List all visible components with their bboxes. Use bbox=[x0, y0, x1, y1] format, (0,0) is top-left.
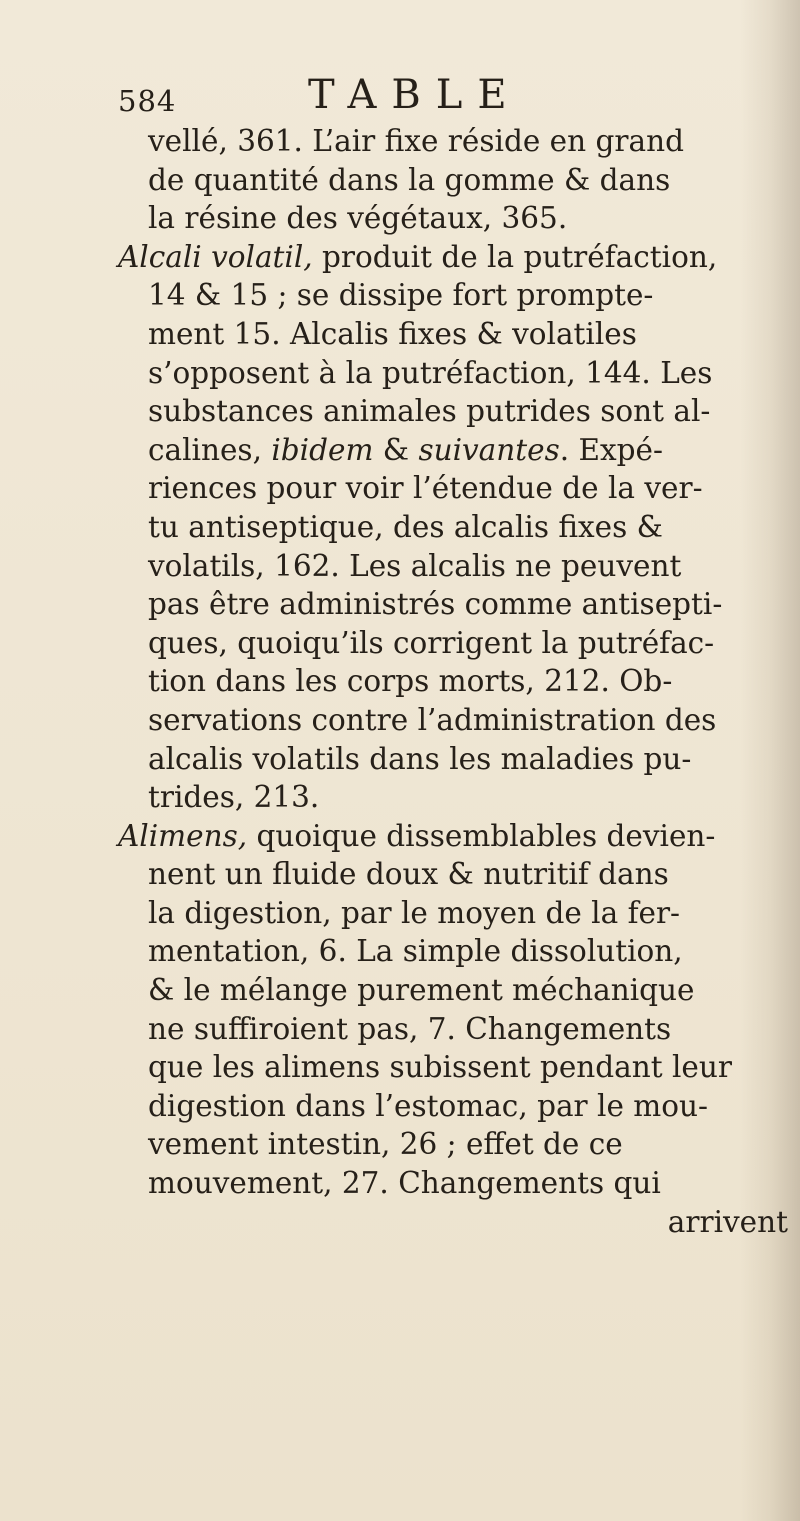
line-text: & le mélange purement méchanique bbox=[148, 973, 695, 1008]
index-text bbox=[118, 122, 798, 1241]
text-line bbox=[118, 392, 798, 431]
line-text: trides, 213. bbox=[148, 780, 320, 815]
text-line bbox=[118, 122, 798, 161]
text-line bbox=[118, 276, 798, 315]
line-text: volatils, 162. Les alcalis ne peuvent bbox=[148, 548, 682, 583]
page-number: 584 bbox=[118, 84, 177, 118]
line-text: que les alimens subissent pendant leur bbox=[148, 1050, 732, 1085]
entry-headword: Alcali volatil, bbox=[118, 239, 313, 274]
text-line bbox=[118, 1087, 798, 1126]
line-text: vement intestin, 26 ; effet de ce bbox=[148, 1127, 623, 1162]
line-text: mouvement, 27. Changements qui bbox=[148, 1166, 661, 1201]
index-entry-alcali-volatil bbox=[118, 238, 798, 277]
text-line bbox=[118, 778, 798, 817]
text-line bbox=[118, 547, 798, 586]
text-line bbox=[118, 469, 798, 508]
catchword bbox=[118, 1203, 798, 1242]
entry-headword: Alimens, bbox=[118, 818, 248, 853]
line-text: ment 15. Alcalis fixes & volatiles bbox=[148, 316, 637, 351]
line-text: la résine des végétaux, 365. bbox=[148, 201, 568, 236]
text-line bbox=[118, 1125, 798, 1164]
line-text: servations contre l’administration des bbox=[148, 702, 717, 737]
line-text: tion dans les corps morts, 212. Ob- bbox=[148, 664, 673, 699]
entry-line-alimens: Alimens, quoique dissemblables devien- bbox=[118, 818, 716, 853]
text-line bbox=[118, 740, 798, 779]
running-title: TABLE bbox=[308, 72, 522, 118]
line-text: de quantité dans la gomme & dans bbox=[148, 162, 671, 197]
text-line bbox=[118, 1010, 798, 1049]
text-line bbox=[118, 315, 798, 354]
line-text: mentation, 6. La simple dissolution, bbox=[148, 934, 683, 969]
text-line bbox=[118, 624, 798, 663]
text-line bbox=[118, 855, 798, 894]
line-text: ques, quoiqu’ils corrigent la putréfac- bbox=[148, 625, 715, 660]
line-text: digestion dans l’estomac, par le mou- bbox=[148, 1088, 708, 1123]
entry-line-alcali: Alcali volatil, produit de la putréfaction, bbox=[118, 239, 718, 274]
text-line bbox=[118, 354, 798, 393]
line-text: tu antiseptique, des alcalis fixes & bbox=[148, 509, 663, 544]
text-line bbox=[118, 894, 798, 933]
line-text: 14 & 15 ; se dissipe fort prompte- bbox=[148, 278, 654, 313]
index-entry-alimens bbox=[118, 817, 798, 856]
text-line bbox=[118, 161, 798, 200]
line-text: vellé, 361. L’air fixe réside en grand bbox=[148, 124, 684, 158]
line-text: la digestion, par le moyen de la fer- bbox=[148, 895, 681, 930]
line-text: riences pour voir l’étendue de la ver- bbox=[148, 471, 703, 506]
line-text: arrivent bbox=[667, 1204, 788, 1239]
text-line bbox=[118, 199, 798, 238]
line-text: ne suffiroient pas, 7. Changements bbox=[148, 1011, 672, 1046]
line-text: s’opposent à la putréfaction, 144. Les bbox=[148, 355, 713, 390]
line-text: pas être administrés comme antisepti- bbox=[148, 587, 723, 622]
line-text: calines, ibidem & suivantes. Expé- bbox=[148, 432, 663, 467]
italic-term: ibidem bbox=[271, 432, 374, 467]
line-text: alcalis volatils dans les maladies pu- bbox=[148, 741, 692, 776]
text-line bbox=[118, 971, 798, 1010]
text-line bbox=[118, 1164, 798, 1203]
text-line bbox=[118, 585, 798, 624]
text-line bbox=[118, 508, 798, 547]
italic-term: suivantes bbox=[418, 432, 560, 467]
text-line bbox=[118, 431, 798, 470]
line-text: nent un fluide doux & nutritif dans bbox=[148, 857, 669, 892]
text-line bbox=[118, 1048, 798, 1087]
text-line bbox=[118, 662, 798, 701]
text-line bbox=[118, 701, 798, 740]
text-line bbox=[118, 932, 798, 971]
line-text: substances animales putrides sont al- bbox=[148, 394, 711, 429]
